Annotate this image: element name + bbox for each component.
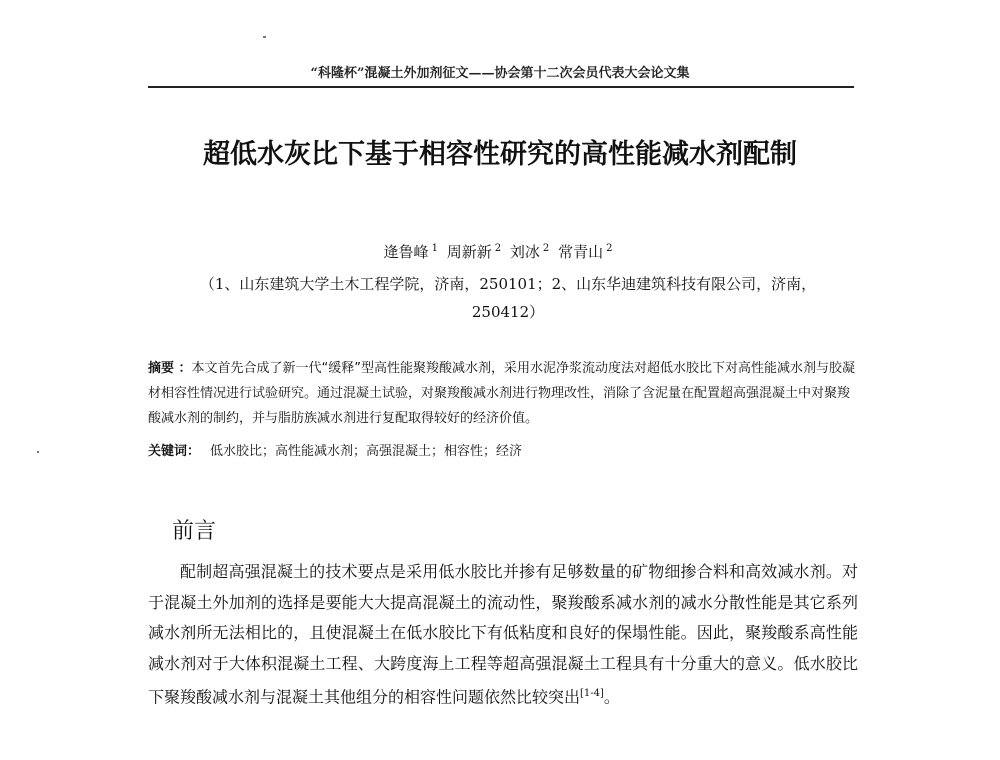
affiliation-line: 250412）	[471, 303, 545, 321]
paragraph-text: 配制超高强混凝土的技术要点是采用低水胶比并掺有足够数量的矿物细掺合料和高效减水剂。对于混凝土外加剂的选择是要能大大提高混凝土的流动性，聚羧酸系减水剂的减水分散性能是其它系列减水剂所无法相比的，且使混凝土在低水胶比下有低粘度和良好的保塌性能。因此，聚羧酸系高性能减水剂对于大体积混凝土工程、大跨度海上工程等超高强混凝土工程具有十分重大的意义。低水胶比下聚羧酸减水剂与混凝土其他组分的相容性问题依然比较突出	[148, 562, 858, 707]
header-rule	[148, 86, 854, 88]
author-name: 逄鲁峰	[383, 243, 429, 261]
abstract	[148, 356, 858, 431]
author-affiliation-mark: 2	[542, 243, 550, 254]
abstract-text: 本文首先合成了新一代“缓释”型高性能聚羧酸减水剂，采用水泥净浆流动度法对超低水胶比下对高性能减水剂与胶凝材相容性情况进行试验研究。通过混凝土试验，对聚羧酸减水剂进行物理改性，消除了含泥量在配置超高强混凝土中对聚羧酸减水剂的制约，并与脂肪族减水剂进行复配取得较好的经济价值。	[148, 361, 856, 426]
keywords-label: 关键词：	[148, 444, 201, 459]
author-affiliation-mark: 2	[494, 243, 502, 254]
paper-title: 超低水灰比下基于相容性研究的高性能减水剂配制	[203, 139, 797, 170]
keywords-text: 低水胶比；高性能减水剂；高强混凝土；相容性；经济	[210, 444, 523, 459]
author-affiliation-mark: 2	[606, 243, 613, 254]
author-list	[0, 241, 1000, 262]
running-head: “科隆杯”混凝土外加剂征文——协会第十二次会员代表大会论文集	[310, 66, 690, 81]
scan-speck	[263, 36, 266, 38]
citation-mark: [1-4]	[580, 688, 604, 699]
author-affiliation-mark: 1	[431, 243, 438, 254]
affiliation-line: （1、山东建筑大学土木工程学院，济南，250101；2、山东华迪建筑科技有限公司，济南，	[199, 275, 817, 293]
abstract-label: 摘要 ：	[148, 361, 192, 376]
scan-speck	[37, 451, 39, 453]
paragraph-end: 。	[603, 687, 620, 707]
section-heading: 前言	[172, 519, 217, 544]
author-name: 刘冰	[509, 243, 540, 261]
affiliations	[148, 270, 868, 326]
author-name: 周新新	[446, 243, 492, 261]
keywords	[148, 440, 858, 459]
body-paragraph	[148, 557, 858, 713]
author-name: 常青山	[558, 243, 604, 261]
